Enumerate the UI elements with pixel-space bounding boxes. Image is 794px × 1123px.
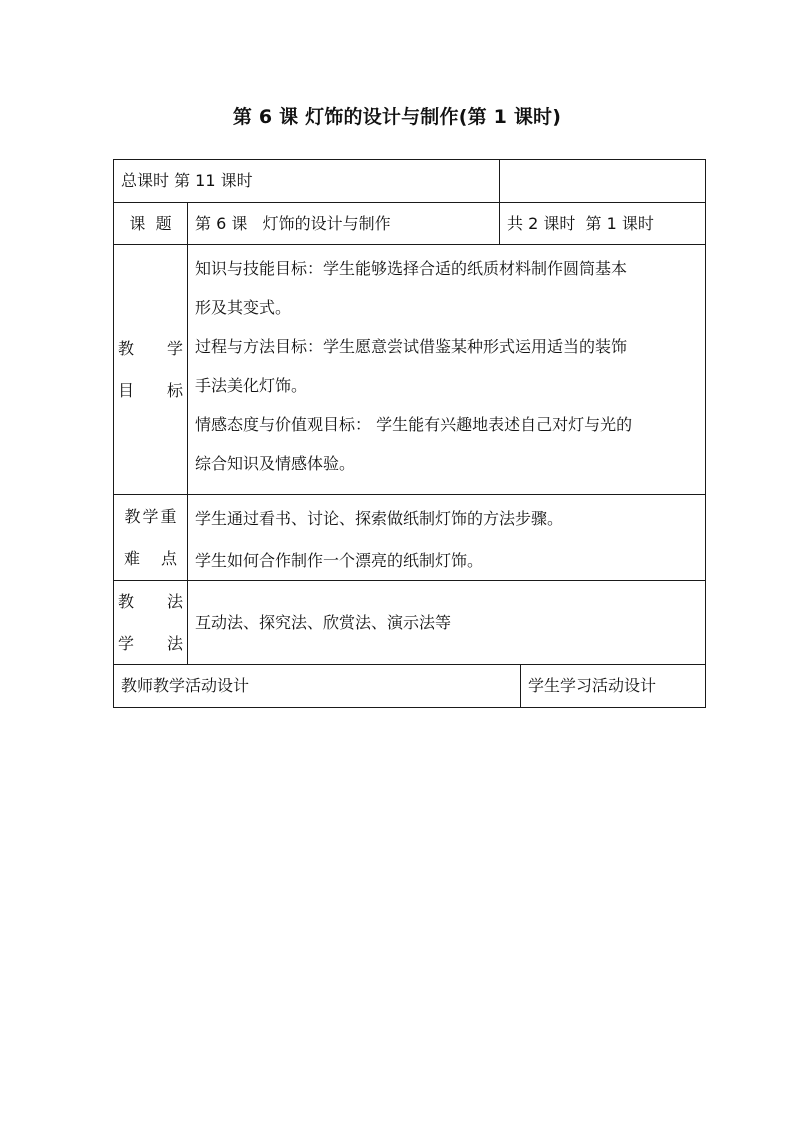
topic-content-cell bbox=[187, 202, 500, 245]
objectives-label-line2: 目 标 bbox=[117, 380, 198, 400]
methods-content: 互动法、探究法、欣赏法、演示法等 bbox=[195, 612, 452, 632]
objectives-label-cell bbox=[113, 244, 198, 495]
topic-schedule-cell bbox=[499, 202, 706, 245]
topic-content: 第 6 课 灯饰的设计与制作 bbox=[195, 213, 391, 233]
topic-label-cell bbox=[113, 202, 188, 245]
teacher-activities-label: 教师教学活动设计 bbox=[121, 676, 250, 695]
key-points-label-line1: 教学重 bbox=[124, 506, 179, 526]
student-activities-label: 学生学习活动设计 bbox=[528, 676, 657, 695]
methods-label-line1: 教 法 bbox=[117, 591, 198, 611]
objectives-content-cell bbox=[187, 244, 706, 495]
methods-label-cell bbox=[113, 580, 198, 665]
objectives-line: 手法美化灯饰。 bbox=[195, 376, 308, 395]
total-hours-label: 总课时 第 11 课时 bbox=[121, 171, 253, 190]
key-points-line: 学生通过看书、讨论、探索做纸制灯饰的方法步骤。 bbox=[195, 509, 564, 528]
key-points-label-cell bbox=[113, 494, 188, 581]
key-points-label-line2: 难 点 bbox=[123, 548, 186, 568]
methods-content-cell bbox=[187, 580, 706, 665]
total-hours-cell bbox=[113, 159, 500, 203]
objectives-line: 形及其变式。 bbox=[195, 298, 292, 317]
key-points-line: 学生如何合作制作一个漂亮的纸制灯饰。 bbox=[195, 551, 484, 570]
objectives-line: 情感态度与价值观目标： 学生能有兴趣地表述自己对灯与光的 bbox=[195, 415, 633, 434]
objectives-line: 过程与方法目标：学生愿意尝试借鉴某种形式运用适当的装饰 bbox=[195, 337, 628, 356]
objectives-label-line1: 教 学 bbox=[117, 338, 198, 358]
objectives-line: 综合知识及情感体验。 bbox=[195, 454, 356, 473]
teacher-activities-cell bbox=[113, 664, 521, 708]
topic-schedule: 共 2 课时 第 1 课时 bbox=[507, 213, 654, 233]
objectives-line: 知识与技能目标：学生能够选择合适的纸质材料制作圆筒基本 bbox=[195, 259, 628, 278]
topic-label: 课 题 bbox=[129, 213, 172, 233]
document-title: 第 6 课 灯饰的设计与制作(第 1 课时) bbox=[232, 106, 562, 128]
key-points-content-cell bbox=[187, 494, 706, 581]
methods-label-line2: 学 法 bbox=[117, 633, 198, 653]
student-activities-cell bbox=[520, 664, 706, 708]
total-hours-value-cell bbox=[499, 159, 706, 203]
